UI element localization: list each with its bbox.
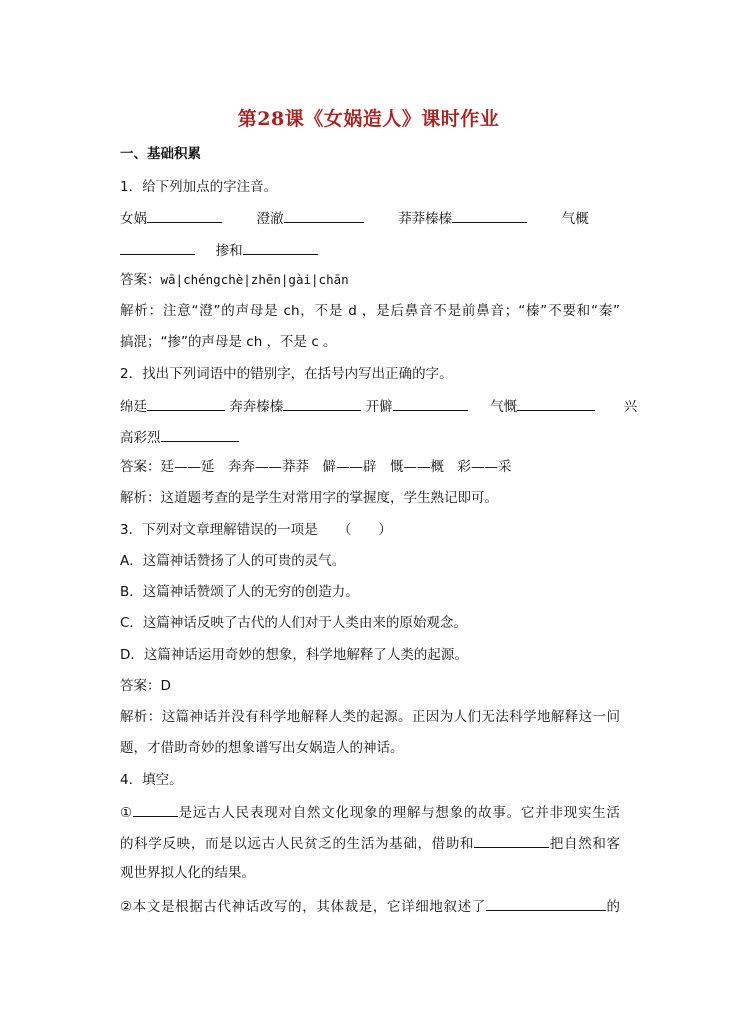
q2-words-row2 (120, 427, 620, 447)
answer-blank[interactable] (393, 396, 468, 411)
q1-words-row2 (120, 240, 620, 260)
item-text: 把自然和客 (549, 836, 621, 852)
q1-analysis-line2: 搞混；“掺”的声母是 ch ，不是 c 。 (120, 334, 337, 350)
q2-word: 开僻 (365, 399, 393, 415)
answer-label: 答案： (120, 678, 161, 694)
analysis-text: 注意“澄”的声母是 ch，不是 d ，是后鼻音不是前鼻音；“榛”不要和“秦” (162, 303, 621, 319)
q2-word: 气慨 (490, 399, 518, 415)
q2-word: 高彩烈 (120, 430, 161, 446)
answer-label: 答案： (120, 459, 161, 475)
section-heading: 一、基础积累 (120, 146, 201, 162)
q3-option-b: B．这篇神话赞颂了人的无穷的创造力。 (120, 584, 359, 600)
q3-option-c: C．这篇神话反映了古代的人们对于人类由来的原始观念。 (120, 615, 467, 631)
answer-blank[interactable] (120, 240, 195, 255)
q1-word: 澄澈 (256, 211, 284, 227)
item-text: 的科学反映，而是以远古人民贫乏的生活为基础，借助和 (120, 836, 475, 852)
q2-word: 兴 (623, 399, 638, 415)
answer-blank[interactable] (486, 896, 606, 911)
q2-answer (120, 458, 620, 476)
q4-item2-line1 (120, 896, 620, 916)
analysis-label: 解析： (120, 709, 162, 725)
q1-word: 掺和 (215, 243, 243, 259)
document-title: 第28课《女娲造人》课时作业 (237, 108, 500, 130)
q3-option-d: D．这篇神话运用奇妙的想象，科学地解释了人类的起源。 (120, 647, 468, 663)
q4-prompt: 4．填空。 (120, 772, 183, 788)
answer-label: 答案： (120, 272, 161, 288)
q1-word: 女娲 (120, 211, 147, 227)
answer-blank[interactable] (243, 240, 318, 255)
q2-prompt: 2．找出下列词语中的错别字，在括号内写出正确的字。 (120, 366, 453, 382)
analysis-label: 解析： (120, 490, 161, 506)
item-text: 的 (605, 899, 621, 915)
answer-blank[interactable] (284, 208, 364, 223)
q1-answer (120, 271, 620, 289)
q4-item1-line1 (120, 802, 620, 822)
answer-text: wā|chéngchè|zhēn|gài|chān (160, 272, 349, 287)
q4-item1-line2 (120, 833, 620, 853)
analysis-label: 解析： (120, 303, 163, 319)
q2-analysis (120, 489, 620, 507)
q1-word: 莽莽榛榛 (398, 211, 453, 227)
q1-words-row1 (120, 208, 620, 228)
answer-blank[interactable] (283, 396, 361, 411)
answer-blank[interactable] (452, 208, 527, 223)
q2-word: 绵廷 (120, 399, 147, 415)
q2-words-row1 (120, 396, 638, 416)
item-text: ②本文是根据古代神话改写的，其体裁是，它详细地叙述了 (120, 899, 486, 915)
q3-analysis-line2: 题，才借助奇妙的想象谱写出女娲造人的神话。 (120, 740, 404, 756)
q1-analysis-line1 (120, 302, 620, 320)
answer-blank[interactable] (133, 802, 178, 817)
q1-word: 气概 (561, 211, 589, 227)
q3-answer (120, 677, 620, 695)
answer-blank[interactable] (161, 427, 239, 442)
item-text: 是远古人民表现对自然文化现象的理解与想象的故事。它并非现实生活 (177, 805, 621, 821)
analysis-text: 这篇神话并没有科学地解释人类的起源。正因为人们无法科学地解释这一问 (161, 709, 621, 725)
item-marker: ① (120, 805, 133, 821)
answer-text: 廷——延 奔奔——莽莽 僻——辟 慨——概 彩——采 (160, 459, 512, 475)
q3-analysis-line1 (120, 708, 620, 726)
analysis-text: 这道题考查的是学生对常用字的掌握度，学生熟记即可。 (160, 490, 498, 506)
answer-blank[interactable] (474, 833, 549, 848)
q3-prompt: 3．下列对文章理解错误的一项是 （ ） (120, 522, 392, 538)
q3-option-a: A．这篇神话赞扬了人的可贵的灵气。 (120, 553, 346, 569)
answer-blank[interactable] (147, 208, 222, 223)
q4-item1-line3: 观世界拟人化的结果。 (120, 865, 255, 881)
answer-blank[interactable] (147, 396, 225, 411)
answer-text: D (160, 678, 171, 694)
q1-prompt: 1．给下列加点的字注音。 (120, 179, 278, 195)
q2-word: 奔奔榛榛 (229, 399, 284, 415)
answer-blank[interactable] (517, 396, 595, 411)
